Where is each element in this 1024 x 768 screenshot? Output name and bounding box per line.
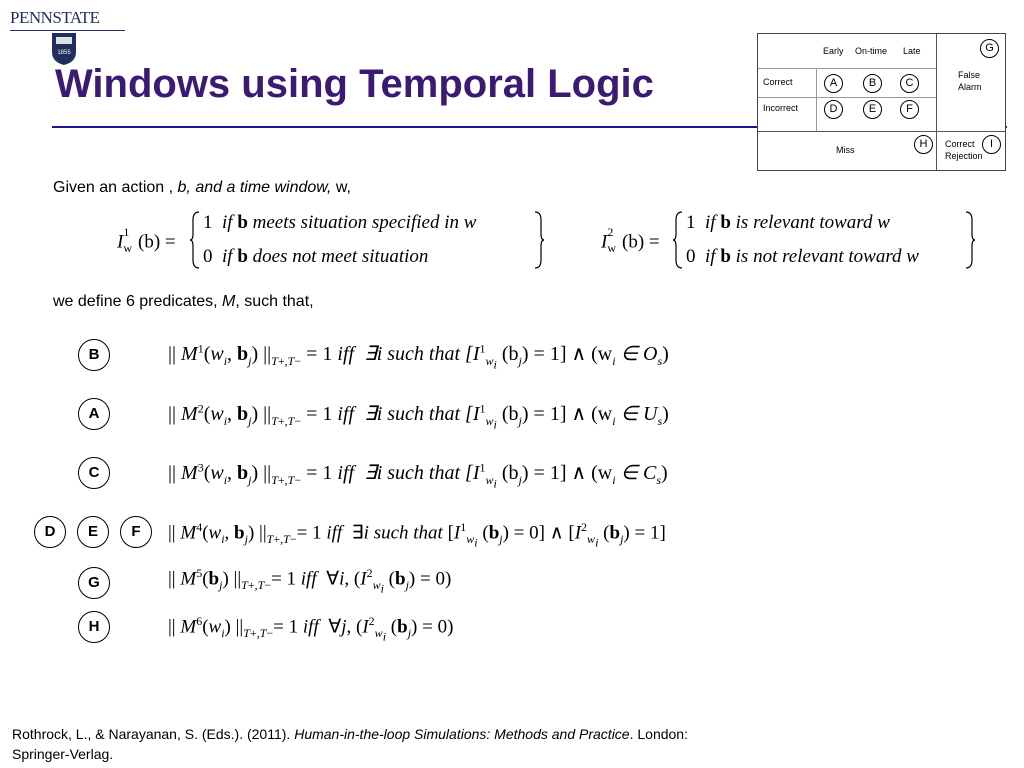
miss-label: Miss	[836, 145, 855, 155]
shield-icon	[50, 32, 78, 66]
cell-h: H	[914, 135, 933, 154]
page-title: Windows using Temporal Logic	[55, 62, 654, 106]
cell-c: C	[900, 74, 919, 93]
predicate-m4: || $M^4(w_i$, $b_j$) $||_{T+,T-}= 1$ iff ∃i such that [$I^1_{w_i}$ $(b_j) = 0$] ∧ [$I^2_{w_i}$ $(b_j) = 1$]	[168, 520, 666, 550]
predicate-badge-b: B	[78, 339, 110, 371]
predicate-m2: || $M^2(w_i$, $b_j$) $||_{T+,T-} = 1$ iff ∃i such that [$I^1_{w_i}$ $(b_j) = 1$] ∧ ($w_i$ ∈ $U_s$)	[168, 401, 669, 432]
predicate-m1: || $M^1(w_i$, $b_j$) $||_{T+,T-} = 1$ iff ∃i such that [$I^1_{w_i}$ $(b_j) = 1$] ∧ ($w_i$ ∈ $O_s$)	[168, 341, 669, 372]
predicate-badge-a: A	[78, 398, 110, 430]
predicate-m3: || $M^3(w_i$, $b_j$) $||_{T+,T-} = 1$ iff ∃i such that [$I^1_{w_i}$ $(b_j) = 1$] ∧ ($w_i$ ∈ $C_s$)	[168, 460, 668, 491]
citation: Rothrock, L., & Narayanan, S. (Eds.). (2011). Human-in-the-loop Simulations: Methods and Practice. London: Springer-Verlag.	[12, 726, 688, 762]
cell-a: A	[824, 74, 843, 93]
predicate-badge-e: E	[77, 516, 109, 548]
pennstate-logo	[10, 8, 130, 64]
correct-rejection-label-1: Correct	[945, 139, 975, 149]
cell-b: B	[863, 74, 882, 93]
response-classification-grid	[757, 33, 1006, 171]
predicate-badge-g: G	[78, 567, 110, 599]
correct-rejection-label-2: Rejection	[945, 151, 983, 161]
col-ontime: On-time	[855, 46, 888, 56]
logo-underline	[10, 30, 125, 31]
predicate-m5: || $M^5(b_j)$ $||_{T+,T-}= 1$ iff ∀i, ($I^2_{w_i}$ $(b_j) = 0$)	[168, 566, 452, 596]
predicate-badge-c: C	[78, 457, 110, 489]
right-brace-icon	[533, 210, 545, 270]
right-brace-icon	[964, 210, 976, 270]
false-alarm-label-1: False	[958, 70, 981, 80]
predicate-m6: || $M^6(w_i)$ $||_{T+,T-}= 1$ iff ∀j, ($I^2_{w_i}$ $(b_j) = 0$)	[168, 614, 454, 644]
predicate-badge-f: F	[120, 516, 152, 548]
cell-f: F	[900, 100, 919, 119]
col-early: Early	[823, 46, 844, 56]
intro-text: Given an action , b, and a time window, w,	[53, 179, 351, 196]
cell-d: D	[824, 100, 843, 119]
row-correct: Correct	[763, 77, 793, 87]
left-brace-icon	[672, 210, 684, 270]
predicates-intro: we define 6 predicates, M, such that,	[53, 293, 314, 310]
false-alarm-label-2: Alarm	[958, 82, 982, 92]
row-incorrect: Incorrect	[763, 103, 799, 113]
predicate-badge-h: H	[78, 611, 110, 643]
cell-g: G	[980, 39, 999, 58]
logo-wordmark: PENNSTATE	[10, 8, 100, 27]
col-late: Late	[903, 46, 921, 56]
svg-text:1855: 1855	[57, 50, 71, 56]
cell-e: E	[863, 100, 882, 119]
left-brace-icon	[189, 210, 201, 270]
predicate-badge-d: D	[34, 516, 66, 548]
cell-i: I	[982, 135, 1001, 154]
